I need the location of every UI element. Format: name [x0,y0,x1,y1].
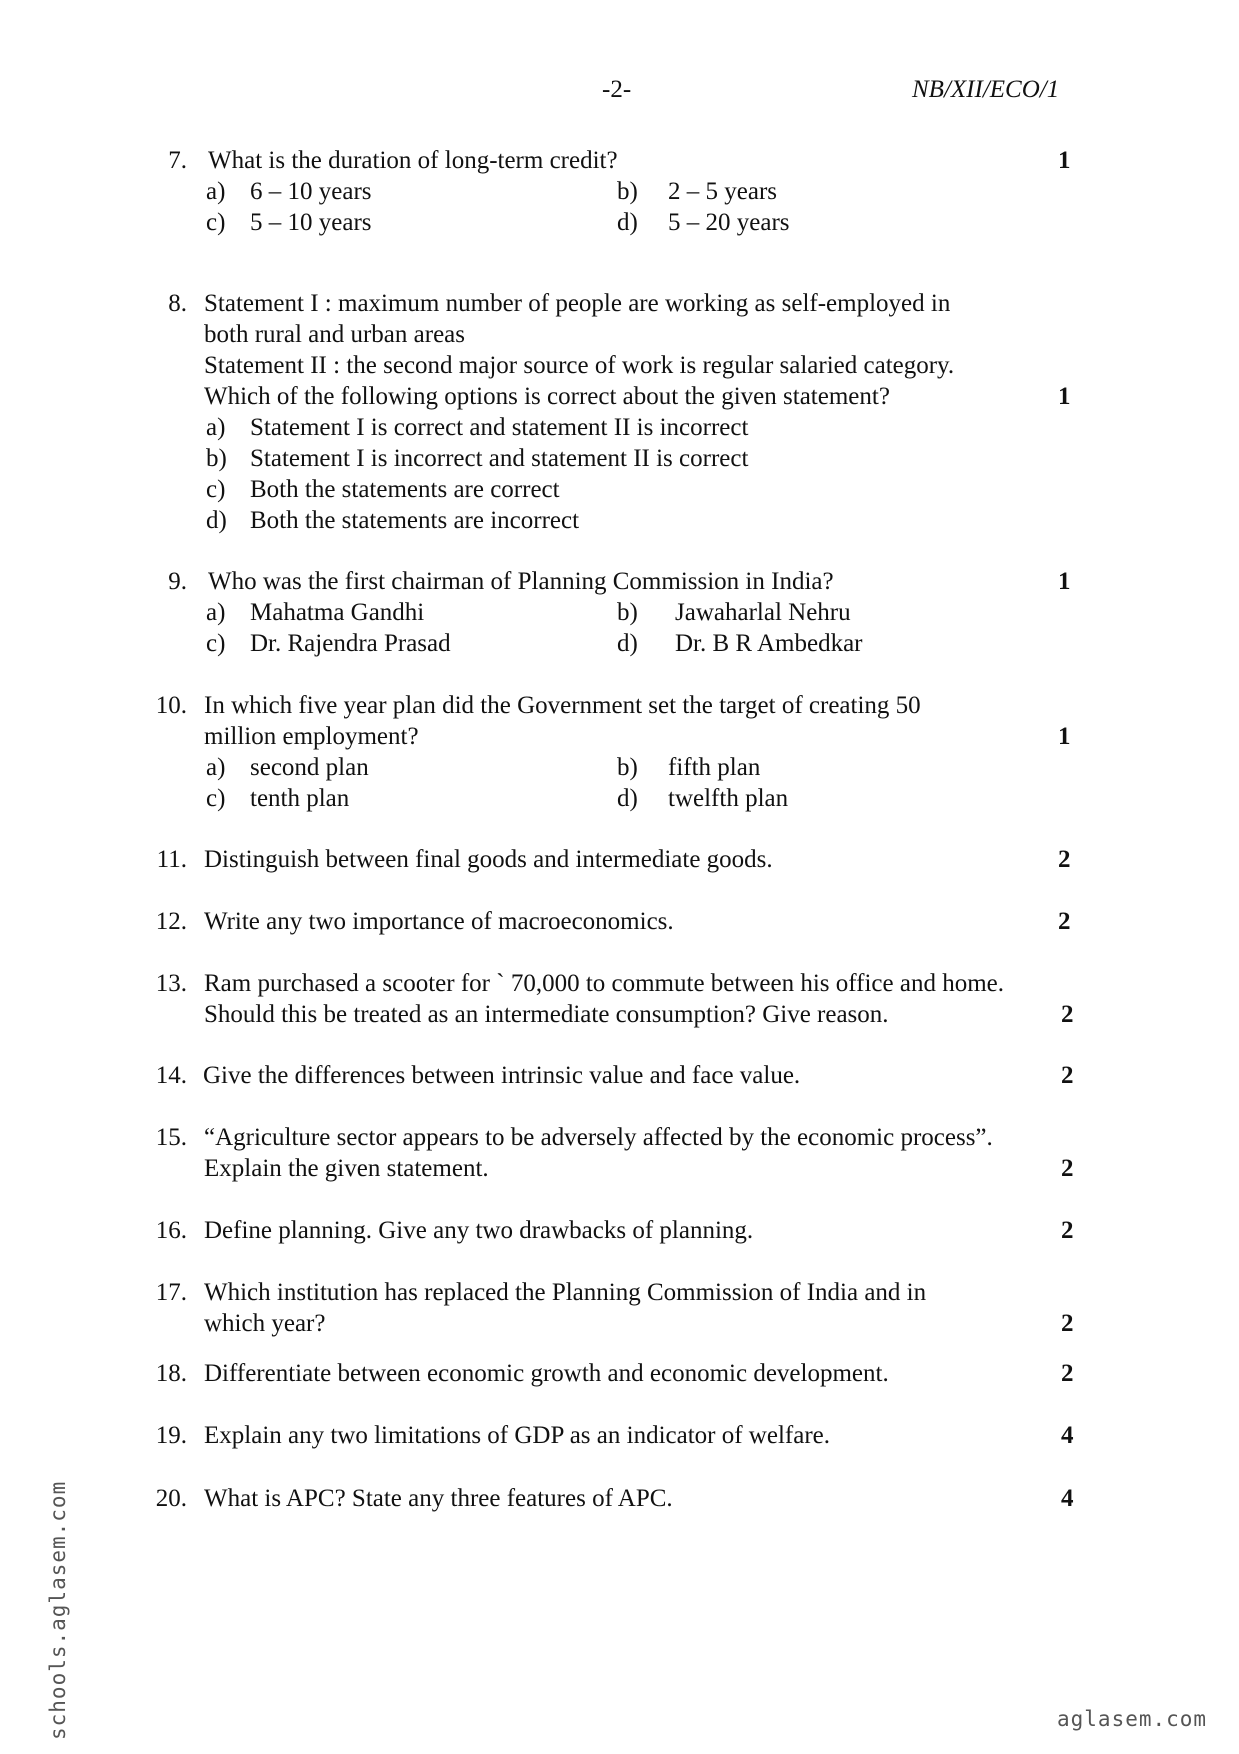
option-text: 5 – 10 years [250,209,372,236]
question-number: 8. [168,290,187,317]
question-marks: 2 [1061,1155,1074,1182]
question-marks: 4 [1061,1485,1074,1512]
question-marks: 2 [1061,1310,1074,1337]
question-text: which year? [204,1310,326,1337]
question-marks: 2 [1058,908,1071,935]
option-text: twelfth plan [668,785,789,812]
option-text: Both the statements are incorrect [250,507,580,534]
question-number: 17. [155,1279,187,1306]
option-text: fifth plan [668,754,761,781]
question-marks: 2 [1061,1360,1074,1387]
question-text: Should this be treated as an intermediate consumption? Give reason. [204,1001,889,1028]
question-marks: 2 [1058,846,1071,873]
question-text: Which of the following options is correct about the given statement? [204,383,890,410]
question-number: 11. [156,846,187,873]
question-text: Distinguish between final goods and intermediate goods. [204,846,773,873]
option-label: d) [617,209,638,236]
question-text: million employment? [204,723,419,750]
question-marks: 1 [1058,147,1071,174]
option-label: d) [617,630,638,657]
question-text: Explain the given statement. [204,1155,489,1182]
option-label: b) [617,599,638,626]
option-text: Statement I is correct and statement II is incorrect [250,414,749,441]
question-number: 18. [155,1360,187,1387]
question-text: both rural and urban areas [204,321,465,348]
option-label: b) [617,178,638,205]
option-label: a) [206,414,226,441]
paper-code: NB/XII/ECO/1 [912,76,1060,103]
option-label: b) [206,445,227,472]
question-number: 10. [155,692,187,719]
option-text: Dr. Rajendra Prasad [250,630,451,657]
question-text: Statement II : the second major source of work is regular salaried category. [204,352,955,379]
question-text: Ram purchased a scooter for ` 70,000 to commute between his office and home. [204,970,1004,997]
option-text: Dr. B R Ambedkar [675,630,863,657]
option-text: Both the statements are correct [250,476,560,503]
option-label: c) [206,785,226,812]
option-label: a) [206,599,226,626]
question-text: Who was the first chairman of Planning Commission in India? [208,568,834,595]
option-text: Statement I is incorrect and statement II is correct [250,445,749,472]
question-text: Give the differences between intrinsic value and face value. [203,1062,801,1089]
question-marks: 2 [1061,1217,1074,1244]
question-text: “Agriculture sector appears to be adversely affected by the economic process”. [204,1124,993,1151]
question-number: 7. [168,147,187,174]
option-label: a) [206,178,226,205]
question-text: Differentiate between economic growth and economic development. [204,1360,889,1387]
bottom-right-watermark: aglasem.com [1057,1707,1208,1731]
option-text: tenth plan [250,785,350,812]
question-text: Which institution has replaced the Planning Commission of India and in [204,1279,927,1306]
question-text: Explain any two limitations of GDP as an indicator of welfare. [204,1422,831,1449]
question-number: 15. [155,1124,187,1151]
question-text: Statement I : maximum number of people are working as self-employed in [204,290,951,317]
question-text: Write any two importance of macroeconomics. [204,908,674,935]
option-text: second plan [250,754,369,781]
question-text: Define planning. Give any two drawbacks of planning. [204,1217,754,1244]
question-marks: 2 [1061,1062,1074,1089]
option-label: c) [206,476,226,503]
page-number: -2- [602,76,632,103]
question-marks: 4 [1061,1422,1074,1449]
option-label: a) [206,754,226,781]
side-watermark: schools.aglasem.com [46,1480,70,1740]
question-text: What is APC? State any three features of APC. [204,1485,673,1512]
question-number: 9. [168,568,187,595]
question-number: 20. [155,1485,187,1512]
question-number: 14. [155,1062,187,1089]
option-label: d) [206,507,227,534]
option-text: 5 – 20 years [668,209,790,236]
question-marks: 1 [1058,568,1071,595]
question-marks: 1 [1058,383,1071,410]
question-number: 13. [155,970,187,997]
question-number: 16. [155,1217,187,1244]
option-label: b) [617,754,638,781]
question-number: 12. [155,908,187,935]
option-text: 2 – 5 years [668,178,777,205]
question-text: What is the duration of long-term credit? [208,147,618,174]
question-marks: 1 [1058,723,1071,750]
option-label: c) [206,630,226,657]
question-text: In which five year plan did the Government set the target of creating 50 [204,692,921,719]
option-label: c) [206,209,226,236]
option-text: Jawaharlal Nehru [675,599,851,626]
question-number: 19. [155,1422,187,1449]
option-label: d) [617,785,638,812]
question-marks: 2 [1061,1001,1074,1028]
option-text: 6 – 10 years [250,178,372,205]
option-text: Mahatma Gandhi [250,599,425,626]
